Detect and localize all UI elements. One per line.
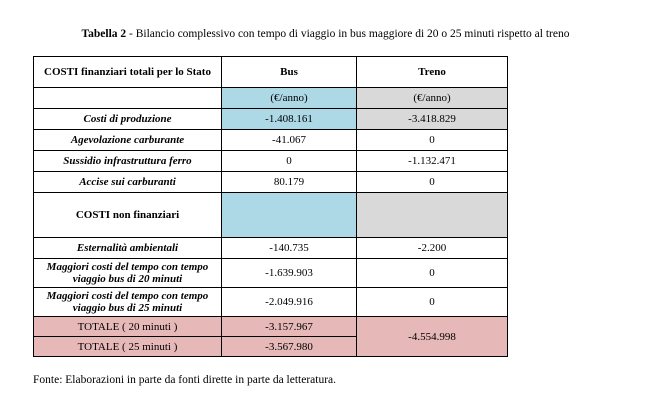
row-bus-value: 80.179 xyxy=(222,172,357,193)
header-bus: Bus xyxy=(222,57,357,88)
total-label: TOTALE ( 25 minuti ) xyxy=(34,337,222,357)
table-row xyxy=(34,288,508,317)
non-financial-treno-cell xyxy=(357,193,508,238)
caption-label: Tabella 2 xyxy=(81,28,127,40)
row-treno-value: 0 xyxy=(357,130,508,151)
units-treno: (€/anno) xyxy=(357,88,508,109)
total-bus-value: -3.157.967 xyxy=(222,317,357,337)
row-label: Sussidio infrastruttura ferro xyxy=(34,151,222,172)
cost-balance-table xyxy=(33,56,508,357)
table-caption xyxy=(0,28,651,40)
row-bus-value: -41.067 xyxy=(222,130,357,151)
non-financial-bus-cell xyxy=(222,193,357,238)
table-row xyxy=(34,259,508,288)
row-label: Esternalità ambientali xyxy=(34,238,222,259)
source-note: Fonte: Elaborazioni in parte da fonti dirette in parte da letteratura. xyxy=(33,374,337,386)
table-row xyxy=(34,151,508,172)
row-bus-value: -1.639.903 xyxy=(222,259,357,288)
row-label: Maggiori costi del tempo con tempo viaggio bus di 25 minuti xyxy=(34,288,222,317)
units-bus: (€/anno) xyxy=(222,88,357,109)
row-label: Accise sui carburanti xyxy=(34,172,222,193)
row-treno-value: -3.418.829 xyxy=(357,109,508,130)
row-treno-value: -1.132.471 xyxy=(357,151,508,172)
header-non-financial-costs: COSTI non finanziari xyxy=(34,193,222,238)
header-treno: Treno xyxy=(357,57,508,88)
row-treno-value: -2.200 xyxy=(357,238,508,259)
totals-row xyxy=(34,317,508,337)
row-bus-value: 0 xyxy=(222,151,357,172)
table-header-row xyxy=(34,57,508,88)
caption-text: - Bilancio complessivo con tempo di viaggio in bus maggiore di 20 o 25 minuti rispetto al treno xyxy=(126,28,570,40)
row-bus-value: -1.408.161 xyxy=(222,109,357,130)
non-financial-header-row xyxy=(34,193,508,238)
table-row xyxy=(34,109,508,130)
row-bus-value: -140.735 xyxy=(222,238,357,259)
units-empty-cell xyxy=(34,88,222,109)
row-treno-value: 0 xyxy=(357,172,508,193)
header-financial-costs: COSTI finanziari totali per lo Stato xyxy=(34,57,222,88)
total-bus-value: -3.567.980 xyxy=(222,337,357,357)
table-row xyxy=(34,172,508,193)
row-bus-value: -2.049.916 xyxy=(222,288,357,317)
total-label: TOTALE ( 20 minuti ) xyxy=(34,317,222,337)
table-row xyxy=(34,130,508,151)
row-label: Costi di produzione xyxy=(34,109,222,130)
units-row xyxy=(34,88,508,109)
row-label: Agevolazione carburante xyxy=(34,130,222,151)
row-treno-value: 0 xyxy=(357,259,508,288)
total-treno-value: -4.554.998 xyxy=(357,317,508,357)
row-treno-value: 0 xyxy=(357,288,508,317)
table-row xyxy=(34,238,508,259)
row-label: Maggiori costi del tempo con tempo viaggio bus di 20 minuti xyxy=(34,259,222,288)
